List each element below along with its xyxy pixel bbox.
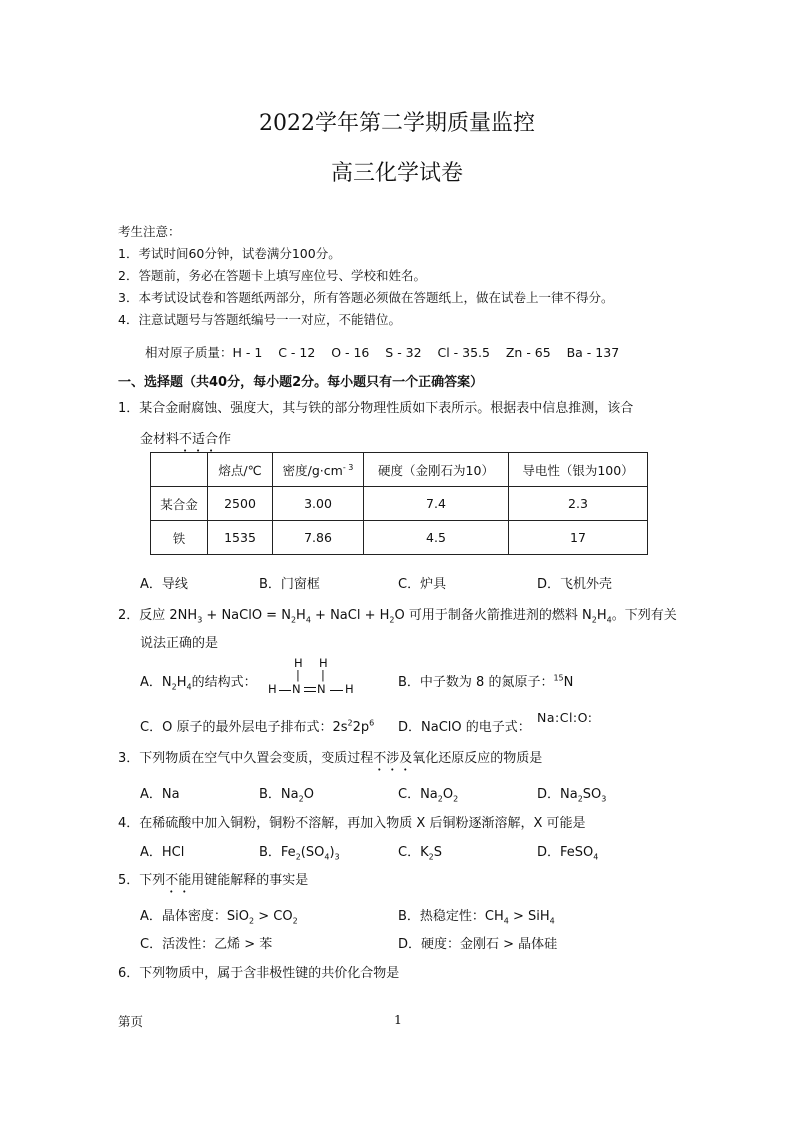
q5-option-c: C．活泼性：乙烯 > 苯	[140, 937, 273, 952]
table-header-cell: 硬度（金刚石为10）	[364, 453, 509, 487]
q5-option-b: B．热稳定性：$CH_4 > SiH_4$	[398, 909, 555, 926]
structure-h-left: H	[268, 682, 277, 696]
structure-n-right: N	[317, 682, 326, 696]
table-row	[151, 487, 648, 521]
question-2-stem-line2: 说法正确的是	[140, 636, 219, 651]
q3-option-a: A．Na	[140, 787, 180, 802]
table-header-cell: 密度$/g\cdot cm^{- 3}$	[273, 453, 364, 487]
q4-option-d: D．FeSO$_4$	[537, 845, 599, 862]
table-cell: 铁	[151, 521, 208, 555]
q4-option-c: C．$K_2S$	[398, 845, 442, 862]
structure-double-bond-bottom	[304, 691, 316, 692]
q5-option-d: D．硬度：金刚石 > 晶体硅	[398, 937, 558, 952]
table-header-row	[151, 453, 648, 487]
notice-item: 4．注意试题号与答题纸编号一一对应，不能错位。	[118, 312, 401, 327]
question-5-stem: 5．下列不能用键能解释的事实是	[118, 873, 309, 888]
q3-option-c: C．$Na_2O_2$	[398, 787, 459, 804]
q1-option-a: A．导线	[140, 577, 188, 592]
structure-single-bond-right	[330, 690, 343, 691]
table-cell: 2.3	[509, 487, 648, 521]
table-cell: 17	[509, 521, 648, 555]
footer-page-label: 第页	[118, 1014, 144, 1029]
table-header-cell: 导电性（银为100）	[509, 453, 648, 487]
property-table	[150, 452, 648, 555]
table-cell: 7.4	[364, 487, 509, 521]
table-row	[151, 521, 648, 555]
question-3-stem: 3．下列物质在空气中久置会变质，变质过程不涉及氧化还原反应的物质是	[118, 751, 543, 766]
question-4-stem: 4．在稀硫酸中加入铜粉，铜粉不溶解，再加入物质 X 后铜粉逐渐溶解，X 可能是	[118, 816, 586, 831]
atomic-mass-line: 相对原子质量：H - 1 C - 12 O - 16 S - 32 Cl - 35.5 Zn - 65 Ba - 137	[145, 345, 620, 360]
question-2-stem: 2．反应 $2NH_3$ + NaClO = $N_2H_4$ + NaCl + $H_2O$ 可用于制备火箭推进剂的燃料 $N_2H_4$。下列有关	[118, 608, 677, 625]
notice-item: 1．考试时间60分钟，试卷满分100分。	[118, 246, 341, 261]
exam-title: 2022学年第二学期质量监控	[259, 111, 535, 136]
question-1-stem: 1．某合金耐腐蚀、强度大，其与铁的部分物理性质如下表所示。根据表中信息推测，该合	[118, 401, 634, 416]
structure-single-bond-left	[279, 690, 291, 691]
q3-option-b: B．$Na_2O$	[259, 787, 314, 804]
structure-double-bond-top	[304, 687, 316, 688]
table-cell: 某合金	[151, 487, 208, 521]
table-cell: 7.86	[273, 521, 364, 555]
table-cell: 1535	[208, 521, 273, 555]
footer-page-number: 1	[394, 1012, 402, 1027]
q2-option-c: C．O 原子的最外层电子排布式：$2s^22p^6$	[140, 718, 375, 735]
structure-bond-right: |	[321, 668, 325, 682]
table-header-cell: 熔点/℃	[208, 453, 273, 487]
structure-h-right: H	[345, 682, 354, 696]
structure-bond-left: |	[296, 668, 300, 682]
structure-n-left: N	[292, 682, 301, 696]
structure-h-top-left: H	[294, 656, 303, 670]
q4-option-a: A．HCl	[140, 845, 185, 860]
electron-formula: Na:Cl:O:	[537, 710, 593, 725]
section-heading: 一、选择题（共40分，每小题2分。每小题只有一个正确答案）	[118, 375, 484, 390]
question-6-stem: 6．下列物质中，属于含非极性键的共价化合物是	[118, 966, 400, 981]
table-cell: 2500	[208, 487, 273, 521]
table-header-cell	[151, 453, 208, 487]
exam-subtitle: 高三化学试卷	[330, 161, 463, 186]
q1-option-d: D．飞机外壳	[537, 577, 613, 592]
q5-option-a: A．晶体密度：$SiO_2 > CO_2$	[140, 909, 298, 926]
q2-option-b: B．中子数为 8 的氮原子：$^{15}$N	[398, 673, 574, 690]
q1-option-c: C．炉具	[398, 577, 447, 592]
q2-option-a: A．$N_2H_4$的结构式：	[140, 675, 257, 692]
notice-item: 2．答题前，务必在答题卡上填写座位号、学校和姓名。	[118, 268, 426, 283]
structure-h-top-right: H	[319, 656, 328, 670]
q2-option-d: D．NaClO 的电子式：	[398, 720, 531, 735]
notice-item: 3．本考试设试卷和答题纸两部分，所有答题必须做在答题纸上，做在试卷上一律不得分。	[118, 290, 614, 305]
notice-heading: 考生注意：	[118, 224, 181, 239]
q4-option-b: B．$Fe_2(SO_4)_3$	[259, 845, 340, 862]
q1-option-b: B．门窗框	[259, 577, 320, 592]
q3-option-d: D．$Na_2SO_3$	[537, 787, 607, 804]
table-cell: 3.00	[273, 487, 364, 521]
table-cell: 4.5	[364, 521, 509, 555]
question-1-stem-line2: 金材料不适合作	[140, 432, 232, 447]
